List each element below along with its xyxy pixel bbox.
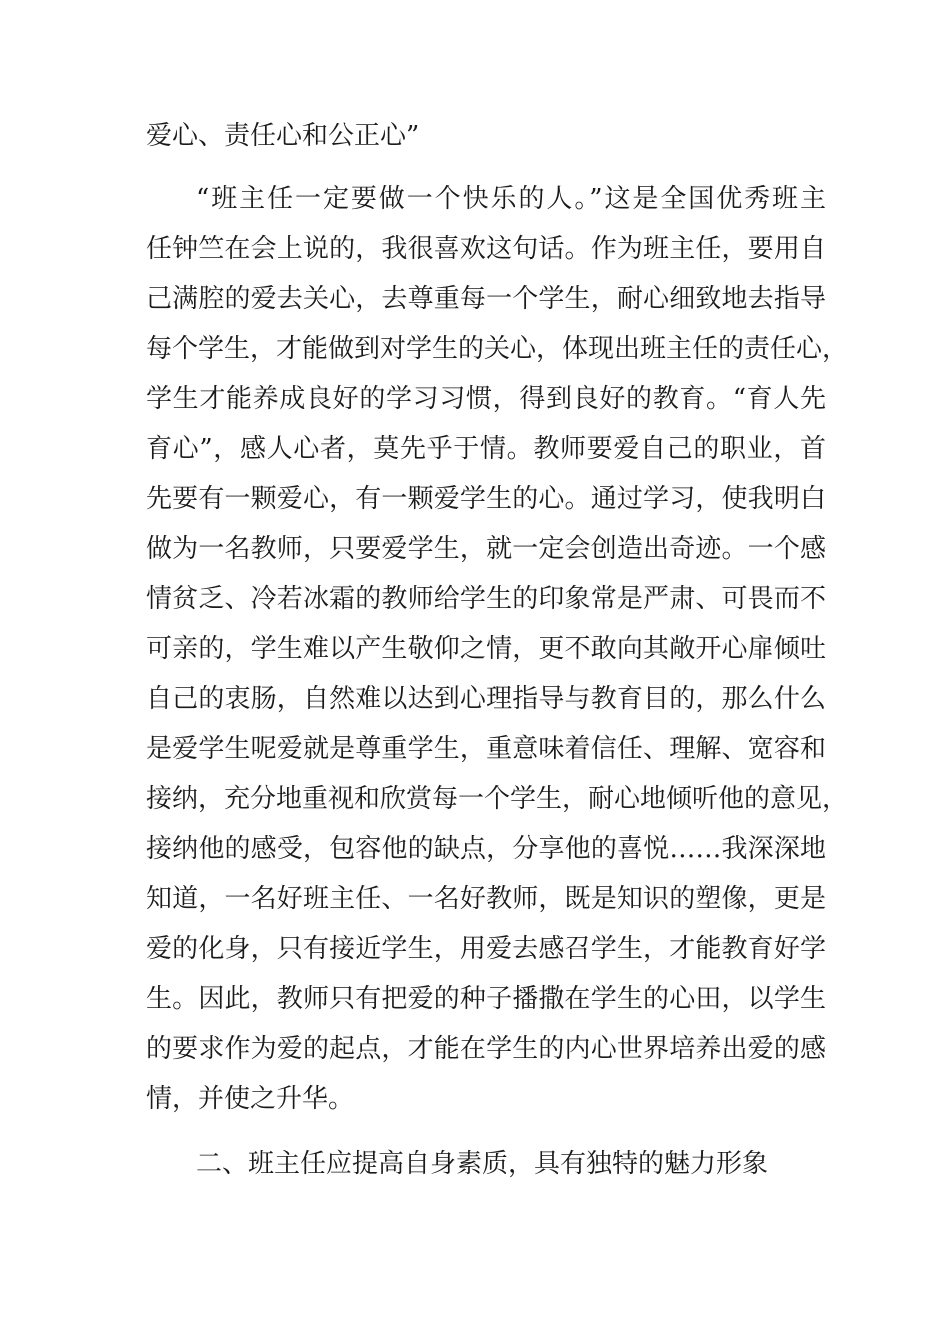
text-line: 是爱学生呢爱就是尊重学生，重意味着信任、理解、宽容和 xyxy=(146,734,826,764)
text-line: 生。因此，教师只有把爱的种子播撒在学生的心田，以学生 xyxy=(146,984,826,1014)
text-line: 情贫乏、冷若冰霜的教师给学生的印象常是严肃、可畏而不 xyxy=(146,584,826,614)
text-line: 每个学生，才能做到对学生的关心，体现出班主任的责任心， xyxy=(146,334,849,364)
text-line: 可亲的，学生难以产生敬仰之情，更不敢向其敞开心扉倾吐 xyxy=(146,634,826,664)
text-line: 知道，一名好班主任、一名好教师，既是知识的塑像，更是 xyxy=(146,884,826,914)
paragraph-end-line: 情，并使之升华。 xyxy=(146,1084,355,1114)
text-line: 先要有一颗爱心，有一颗爱学生的心。通过学习，使我明白 xyxy=(146,484,826,514)
text-line: 自己的衷肠，自然难以达到心理指导与教育目的，那么什么 xyxy=(146,684,826,714)
paragraph-start-line: “班主任一定要做一个快乐的人。”这是全国优秀班主 xyxy=(196,184,826,214)
text-line: 接纳，充分地重视和欣赏每一个学生，耐心地倾听他的意见， xyxy=(146,784,849,814)
text-line: 学生才能养成良好的学习习惯，得到良好的教育。“育人先 xyxy=(146,384,826,414)
section-heading: 二、班主任应提高自身素质，具有独特的魅力形象 xyxy=(196,1149,769,1179)
text-line: 做为一名教师，只要爱学生，就一定会创造出奇迹。一个感 xyxy=(146,534,826,564)
text-line: 的要求作为爱的起点，才能在学生的内心世界培养出爱的感 xyxy=(146,1034,826,1064)
text-line: 任钟竺在会上说的，我很喜欢这句话。作为班主任，要用自 xyxy=(146,234,826,264)
text-line: 爱的化身，只有接近学生，用爱去感召学生，才能教育好学 xyxy=(146,934,826,964)
text-line: 己满腔的爱去关心，去尊重每一个学生，耐心细致地去指导 xyxy=(146,284,826,314)
text-line: 爱心、责任心和公正心” xyxy=(146,121,420,151)
text-line: 接纳他的感受，包容他的缺点，分享他的喜悦……我深深地 xyxy=(146,834,826,864)
text-line: 育心”，感人心者，莫先乎于情。教师要爱自己的职业，首 xyxy=(146,434,826,464)
